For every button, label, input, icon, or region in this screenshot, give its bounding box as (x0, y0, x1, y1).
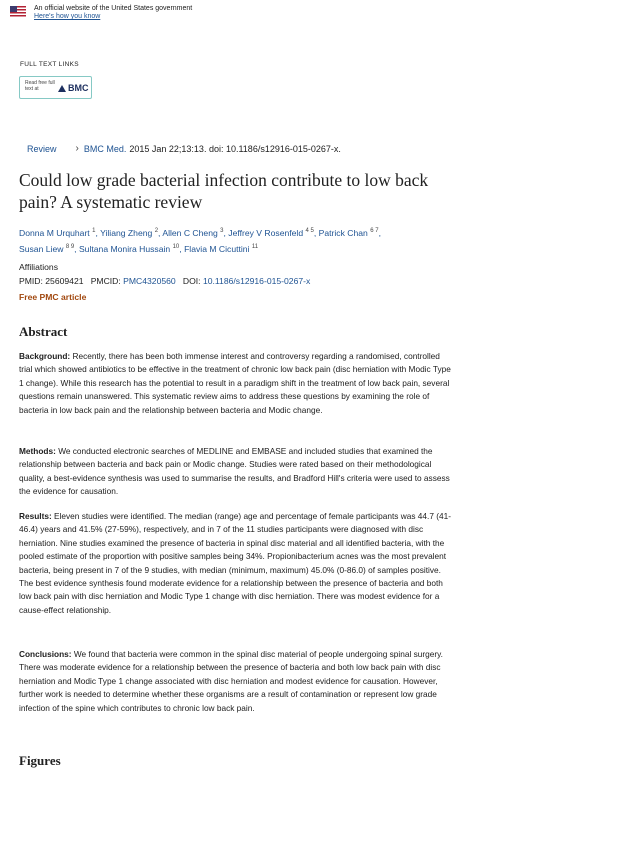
author-link[interactable]: Patrick Chan (318, 227, 368, 238)
affiliation-ref[interactable]: 3 (220, 228, 224, 234)
author-link[interactable]: Susan Liew (19, 243, 64, 254)
article-type-link[interactable]: Review (27, 143, 57, 154)
abstract-background (19, 350, 455, 417)
pmcid-link[interactable]: PMC4320560 (123, 276, 176, 286)
author-link[interactable]: Allen C Cheng (162, 227, 218, 238)
pmcid-label: PMCID: (90, 276, 121, 286)
affiliations-toggle[interactable]: Affiliations (19, 262, 59, 272)
us-flag-icon (10, 6, 26, 17)
doi-label: DOI: (182, 276, 201, 286)
abstract-results (19, 510, 455, 617)
author-link[interactable]: Donna M Urquhart (19, 227, 90, 238)
pmid-value: 25609421 (45, 276, 84, 286)
affiliation-ref[interactable]: 4 5 (305, 228, 314, 234)
article-ids (19, 276, 310, 286)
figures-heading: Figures (19, 753, 61, 768)
author-link[interactable]: Yiliang Zheng (100, 227, 153, 238)
conclusions-text: We found that bacteria were common in the spinal disc material of people undergoing spinal surgery. There was moderate evidence for a relationship between the presence of bacteria and both low back pain with disc herniation and Modic Type 1 change associated with disc herniation and modest evidence for causation. However, further work is needed to determine whether these organisms are a result of contamination or represent low grade infection of the spine which contributes to chronic low back pain. (19, 649, 443, 713)
affiliation-ref[interactable]: 10 (172, 243, 180, 250)
affiliation-ref[interactable]: 6 7 (370, 228, 379, 234)
methods-label: Methods: (19, 446, 56, 456)
background-label: Background: (19, 351, 71, 361)
pmid-label: PMID: (19, 276, 43, 286)
abstract-methods (19, 445, 455, 499)
abstract-conclusions (19, 648, 455, 715)
breadcrumb (27, 143, 341, 154)
citation-text: 2015 Jan 22;13:13. doi: 10.1186/s12916-015-0267-x. (129, 143, 341, 154)
bmc-triangle-icon (58, 85, 66, 92)
gov-banner (10, 5, 192, 25)
chevron-right-icon: › (75, 143, 79, 154)
results-label: Results: (19, 511, 52, 521)
affiliation-ref[interactable]: 11 (251, 243, 259, 250)
bmc-full-text-button[interactable] (19, 76, 92, 99)
conclusions-label: Conclusions: (19, 649, 72, 659)
methods-text: We conducted electronic searches of MEDLINE and EMBASE and included studies that examined the relationship between bacteria and back pain or Modic change. Studies were rated based on their methodological quality, a best-evidence synthesis was used to summarise the results, and Bradford Hill's criteria were used to assess the evidence for causation. (19, 446, 450, 497)
affiliation-ref[interactable]: 8 9 (65, 243, 75, 250)
full-text-links-label: FULL TEXT LINKS (20, 61, 79, 68)
author-link[interactable]: Sultana Monira Hussain (78, 243, 171, 254)
bmc-button-caption: Read free full text at (25, 80, 55, 92)
doi-link[interactable]: 10.1186/s12916-015-0267-x (202, 276, 311, 286)
author-link[interactable]: Jeffrey V Rosenfeld (228, 227, 304, 238)
gov-banner-text: An official website of the United States government (34, 5, 193, 12)
affiliation-ref[interactable]: 1 (92, 228, 96, 234)
article-title: Could low grade bacterial infection contribute to low back pain? A systematic review (19, 170, 429, 212)
background-text: Recently, there has been both immense interest and controversy regarding a randomised, controlled trial which showed antibiotics to be effective in the treatment of chronic low back pain (disc herniation with Modic Type 1 change). While this research has the potential to result in a paradigm shift in the treatment of low back pain, several questions remain unanswered. This systematic review aims to address these questions by examining the role of bacteria in low back pain and the relationship between bacteria and Modic change. (19, 351, 451, 415)
free-pmc-badge: Free PMC article (19, 292, 87, 302)
bmc-logo: BMC (58, 83, 89, 93)
heres-how-you-know-link[interactable]: Here's how you know (34, 13, 101, 20)
affiliation-ref[interactable]: 2 (154, 228, 159, 234)
abstract-heading: Abstract (19, 324, 68, 339)
results-text: Eleven studies were identified. The median (range) age and percentage of female participants was 44.7 (41-46.4) years and 41.5% (27-59%), respectively, and in 7 of the 11 studies participants were diagnosed with disc herniation. Nine studies examined the presence of bacteria in spinal disc material and all identified bacteria, with the pooled estimate of the proportion with positive samples being 34%. Propionibacterium acnes was the most prevalent bacteria, being present in 7 of the 9 studies, with median (minimum, maximum) 45.0% (0-86.0) of samples positive. The best evidence synthesis found moderate evidence for a relationship between the presence of bacteria and both low back pain with disc herniation and Modic Type 1 change with disc herniation. There was modest evidence for a cause-effect relationship. (19, 511, 451, 615)
author-link[interactable]: Flavia M Cicuttini (184, 243, 250, 254)
author-list: Donna M Urquhart $^1$, Yiliang Zheng $^2$, Allen C Cheng $^3$, Jeffrey V Rosenfeld $^{4 5}$, Patrick Chan $^{6 7}$, Susan Liew $^{8 9}$, Sultana Monira Hussain $^{10}$, Flavia M Cicuttini $^{11}$ (19, 227, 381, 254)
journal-link[interactable]: BMC Med. (83, 143, 127, 154)
